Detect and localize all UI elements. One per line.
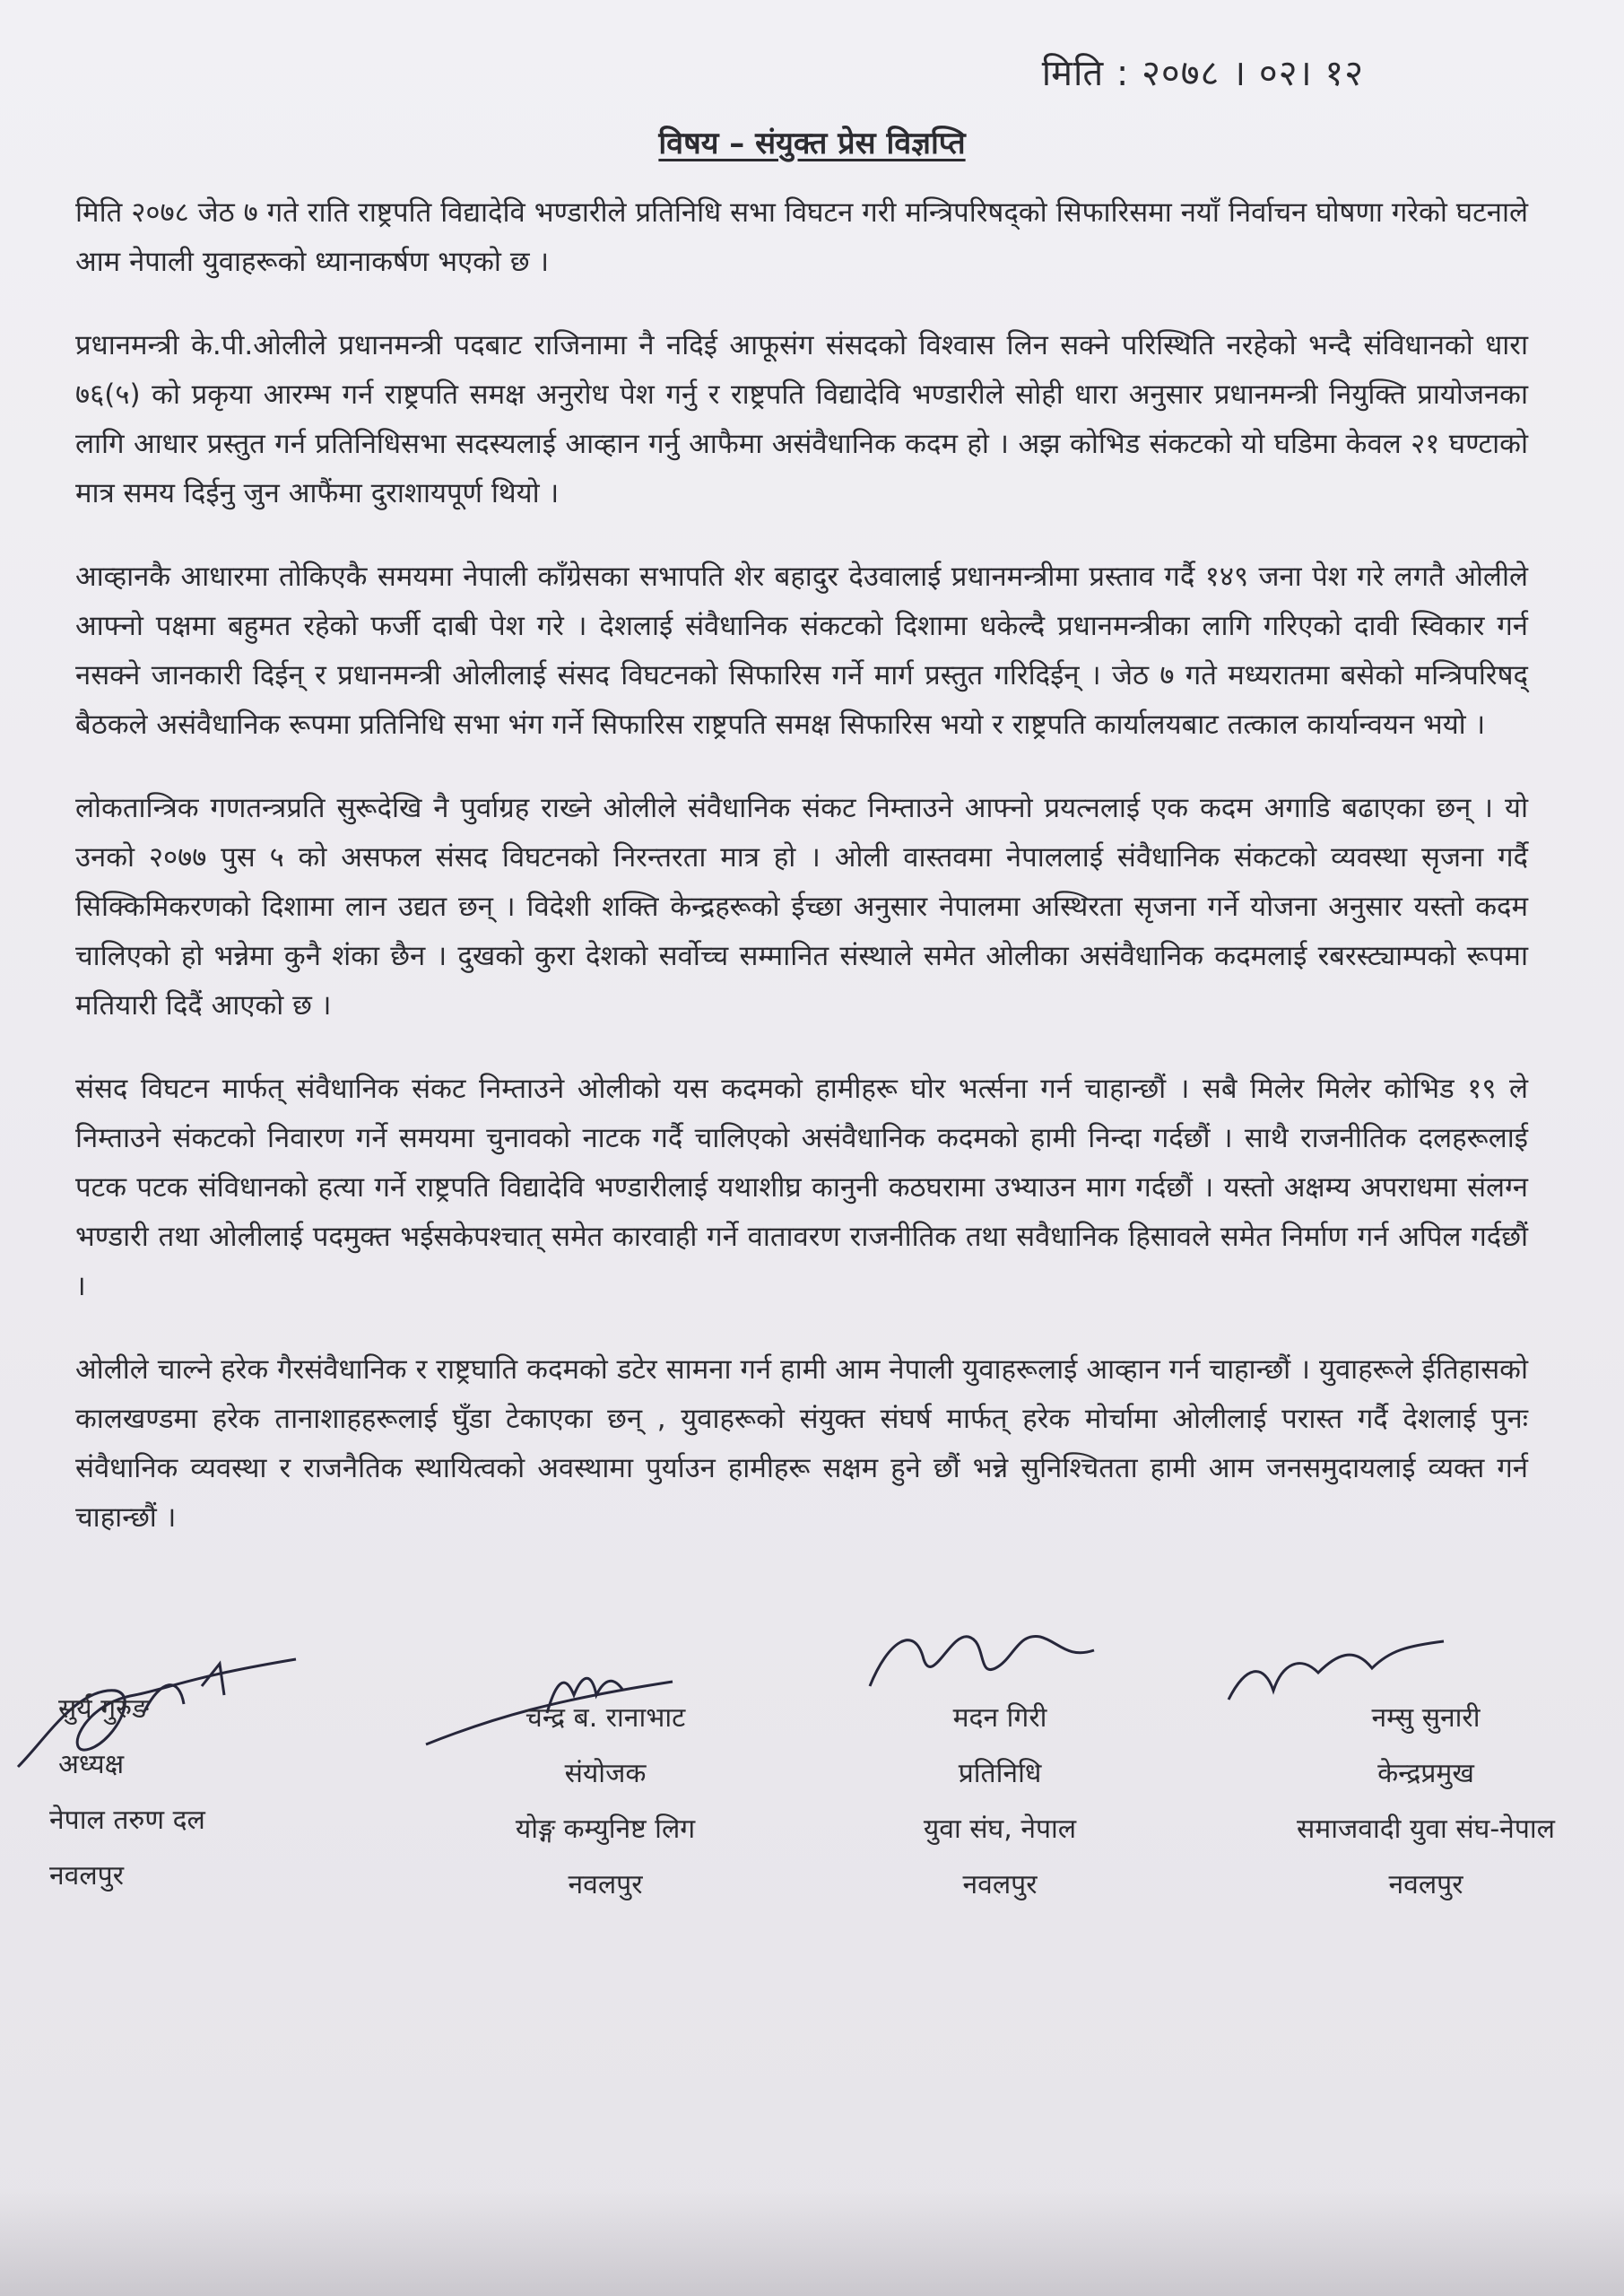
signature-scribble-3 xyxy=(861,1605,1112,1704)
signatory-title: प्रतिनिधि xyxy=(958,1758,1042,1789)
signatory-1 xyxy=(49,1682,205,1904)
signatory-2 xyxy=(484,1691,726,1913)
signatory-name: चन्द्र ब. रानाभाट xyxy=(525,1702,686,1734)
paragraph: आव्हानकै आधारमा तोकिएकै समयमा नेपाली काँग्रेसका सभापति शेर बहादुर देउवालाई प्रधानमन्त्रीमा प्रस्ताव गर्दै १४९ जना पेश गरे लगतै ओलीले आफ्नो पक्षमा बहुमत रहेको फर्जी दाबी पेश गरे । देशलाई संवैधानिक संकटको दिशामा धकेल्दै प्रधानमन्त्रीका लागि गरिएको दावी स्विकार गर्न नसक्ने जानकारी दिईन् र प्रधानमन्त्री ओलीलाई संसद विघटनको सिफारिस गर्ने मार्ग प्रस्तुत गरिदिईन् । जेठ ७ गते मध्यरातमा बसेको मन्त्रिपरिषद् बैठकले असंवैधानिक रूपमा प्रतिनिधि सभा भंग गर्ने सिफारिस राष्ट्रपति समक्ष सिफारिस भयो र राष्ट्रपति कार्यालयबाट तत्काल कार्यान्वयन भयो । xyxy=(75,561,1528,741)
signatory-place: नवलपुर xyxy=(568,1869,643,1900)
document-subject xyxy=(0,121,1624,162)
signatory-place: नवलपुर xyxy=(49,1860,124,1892)
signatory-place: नवलपुर xyxy=(1388,1869,1463,1900)
paragraph: संसद विघटन मार्फत् संवैधानिक संकट निम्ताउने ओलीको यस कदमको हामीहरू घोर भर्त्सना गर्न चाहान्छौं । सबै मिलेर मिलेर कोभिड १९ ले निम्ताउने संकटको निवारण गर्ने समयमा चुनावको नाटक गर्दै चालिएको असंवैधानिक कदमको हामी निन्दा गर्दछौं । साथै राजनीतिक दलहरूलाई पटक पटक संविधानको हत्या गर्ने राष्ट्रपति विद्यादेवि भण्डारीलाई यथाशीघ्र कानुनी कठघरामा उभ्याउन माग गर्दछौं । यस्तो अक्षम्य अपराधमा संलग्न भण्डारी तथा ओलीलाई पदमुक्त भईसकेपश्चात् समेत कारवाही गर्ने वातावरण राजनीतिक तथा सवैधानिक हिसावले समेत निर्माण गर्न अपिल गर्दछौं । xyxy=(75,1073,1528,1302)
signatory-org: युवा संघ, नेपाल xyxy=(923,1813,1077,1845)
signatory-org: योङ्ग कम्युनिष्ट लिग xyxy=(515,1813,696,1845)
signatory-title: संयोजक xyxy=(564,1758,647,1789)
document-body xyxy=(75,188,1528,1577)
signatory-4 xyxy=(1255,1691,1596,1913)
paragraph: लोकतान्त्रिक गणतन्त्रप्रति सुरूदेखि नै पुर्वाग्रह राख्ने ओलीले संवैधानिक संकट निम्ताउने आफ्नो प्रयत्नलाई एक कदम अगाडि बढाएका छन् । यो उनको २०७७ पुस ५ को असफल संसद विघटनको निरन्तरता मात्र हो । ओली वास्तवमा नेपाललाई संवैधानिक संकटको व्यवस्था सृजना गर्दै सिक्किमिकरणको दिशामा लान उद्यत छन् । विदेशी शक्ति केन्द्रहरूको ईच्छा अनुसार नेपालमा अस्थिरता सृजना गर्ने योजना अनुसार यस्तो कदम चालिएको हो भन्नेमा कुनै शंका छैन । दुखको कुरा देशको सर्वोच्च सम्मानित संस्थाले समेत ओलीका असंवैधानिक कदमलाई रबरस्ट्याम्पको रूपमा मतियारी दिदैं आएको छ । xyxy=(75,792,1528,1022)
page-shadow xyxy=(0,2188,1624,2296)
paragraph: प्रधानमन्त्री के.पी.ओलीले प्रधानमन्त्री पदबाट राजिनामा नै नदिई आफूसंग संसदको विश्वास लिन सक्ने परिस्थिति नरहेको भन्दै संविधानको धारा ७६(५) को प्रकृया आरम्भ गर्न राष्ट्रपति समक्ष अनुरोध पेश गर्नु र राष्ट्रपति विद्यादेवि भण्डारीले सोही धारा अनुसार प्रधानमन्त्री नियुक्ति प्रायोजनका लागि आधार प्रस्तुत गर्न प्रतिनिधिसभा सदस्यलाई आव्हान गर्नु आफैमा असंवैधानिक कदम हो । अझ कोभिड संकटको यो घडिमा केवल २१ घण्टाको मात्र समय दिईनु जुन आफैंमा दुराशायपूर्ण थियो । xyxy=(75,329,1528,509)
signatory-name: सुर्य गुरुङ xyxy=(58,1693,150,1725)
signatory-3 xyxy=(879,1691,1121,1913)
signatory-org: समाजवादी युवा संघ-नेपाल xyxy=(1297,1813,1555,1845)
signatory-name: नम्सु सुनारी xyxy=(1371,1702,1481,1734)
subject-text: विषय – संयुक्त प्रेस विज्ञप्ति xyxy=(658,126,966,161)
paragraph: ओलीले चाल्ने हरेक गैरसंवैधानिक र राष्ट्रघाति कदमको डटेर सामना गर्न हामी आम नेपाली युवाहरूलाई आव्हान गर्न चाहान्छौं । युवाहरूले ईतिहासको कालखण्डमा हरेक तानाशाहहरूलाई घुँडा टेकाएका छन् , युवाहरूको संयुक्त संघर्ष मार्फत् हरेक मोर्चामा ओलीलाई परास्त गर्दै देशलाई पुनः संवैधानिक व्यवस्था र राजनैतिक स्थायित्वको अवस्थामा पुर्याउन हामीहरू सक्षम हुने छौं भन्ने सुनिश्चितता हामी आम जनसमुदायलाई व्यक्त गर्न चाहान्छौं । xyxy=(75,1353,1528,1534)
signatory-title: केन्द्रप्रमुख xyxy=(1377,1758,1474,1789)
paragraph: मिति २०७८ जेठ ७ गते राति राष्ट्रपति विद्यादेवि भण्डारीले प्रतिनिधि सभा विघटन गरी मन्त्रिपरिषद्को सिफारिसमा नयाँ निर्वाचन घोषणा गरेको घटनाले आम नेपाली युवाहरूको ध्यानाकर्षण भएको छ । xyxy=(75,196,1528,278)
signatory-name: मदन गिरी xyxy=(952,1702,1047,1734)
signatures-section xyxy=(0,1632,1624,1991)
document-date: मिति : २०७८ । ०२। १२ xyxy=(1041,53,1364,94)
signatory-org: नेपाल तरुण दल xyxy=(49,1805,205,1836)
signatory-title: अध्यक्ष xyxy=(58,1749,125,1780)
signatory-place: नवलपुर xyxy=(962,1869,1038,1900)
